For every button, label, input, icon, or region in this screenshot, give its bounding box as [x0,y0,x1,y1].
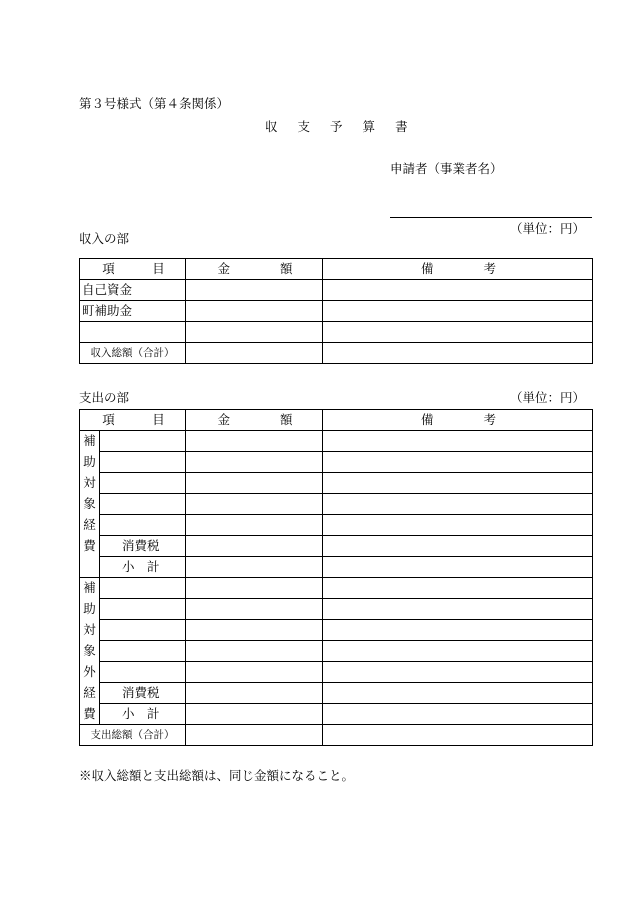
remarks-cell[interactable] [323,431,593,452]
income-total-label: 収入総額（合計） [80,343,186,364]
income-total-row [80,343,593,364]
header-amount: 金 額 [186,259,323,280]
eligible-label-char: 経 [80,515,100,536]
footnote: ※収入総額と支出総額は、同じ金額になること。 [79,768,355,783]
ineligible-label-char: 助 [80,599,100,620]
amount-cell[interactable] [186,301,323,322]
amount-cell[interactable] [186,599,323,620]
remarks-cell[interactable] [323,599,593,620]
remarks-cell[interactable] [323,473,593,494]
remarks-cell[interactable] [323,578,593,599]
title-char: 書 [395,119,408,134]
item-cell[interactable] [100,452,186,473]
amount-cell[interactable] [186,515,323,536]
table-row [80,280,593,301]
header-remarks: 備 考 [323,259,593,280]
applicant-signature-line[interactable] [390,217,592,218]
ineligible-label-char: 費 [80,704,100,725]
amount-cell[interactable] [186,557,323,578]
table-row [80,662,593,683]
table-row [80,301,593,322]
amount-cell[interactable] [186,620,323,641]
remarks-cell[interactable] [323,704,593,725]
amount-cell[interactable] [186,725,323,746]
amount-cell[interactable] [186,704,323,725]
table-row [80,494,593,515]
item-cell[interactable] [100,641,186,662]
remarks-cell[interactable] [323,452,593,473]
header-amount: 金 額 [186,410,323,431]
amount-cell[interactable] [186,431,323,452]
item-cell[interactable] [100,431,186,452]
table-row [80,557,593,578]
table-row [80,620,593,641]
eligible-label-char: 費 [80,536,100,557]
remarks-cell[interactable] [323,280,593,301]
eligible-label-char [80,557,100,578]
item-cell[interactable] [100,473,186,494]
table-row [80,578,593,599]
header-item: 項 目 [80,410,186,431]
title-char: 予 [330,119,343,134]
expense-heading: 支出の部 [79,390,130,405]
income-item-own-funds: 自己資金 [80,280,186,301]
remarks-cell[interactable] [323,557,593,578]
amount-cell[interactable] [186,452,323,473]
item-cell[interactable] [100,578,186,599]
ineligible-tax-label: 消費税 [100,683,186,704]
title-char: 算 [362,119,376,134]
eligible-label-char: 補 [80,431,100,452]
remarks-cell[interactable] [323,725,593,746]
item-cell[interactable] [100,494,186,515]
eligible-subtotal-label: 小 計 [100,557,186,578]
amount-cell[interactable] [186,578,323,599]
expense-table [79,409,593,746]
income-item-town-subsidy: 町補助金 [80,301,186,322]
title-char: 収 [265,119,278,134]
remarks-cell[interactable] [323,343,593,364]
income-item-blank[interactable] [80,322,186,343]
amount-cell[interactable] [186,641,323,662]
amount-cell[interactable] [186,683,323,704]
remarks-cell[interactable] [323,641,593,662]
title-char: 支 [297,119,311,134]
table-row [80,704,593,725]
table-row [80,431,593,452]
header-item: 項 目 [80,259,186,280]
amount-cell[interactable] [186,473,323,494]
income-unit-label: （単位：円） [509,221,585,236]
item-cell[interactable] [100,599,186,620]
ineligible-subtotal-label: 小 計 [100,704,186,725]
eligible-label-char: 象 [80,494,100,515]
remarks-cell[interactable] [323,683,593,704]
amount-cell[interactable] [186,536,323,557]
income-header-row [80,259,593,280]
table-row [80,515,593,536]
table-row [80,536,593,557]
eligible-label-char: 助 [80,452,100,473]
expense-total-row [80,725,593,746]
table-row [80,641,593,662]
remarks-cell[interactable] [323,494,593,515]
table-row [80,473,593,494]
amount-cell[interactable] [186,494,323,515]
table-row [80,322,593,343]
remarks-cell[interactable] [323,536,593,557]
expense-total-label: 支出総額（合計） [80,725,186,746]
remarks-cell[interactable] [323,301,593,322]
item-cell[interactable] [100,662,186,683]
ineligible-label-char: 補 [80,578,100,599]
form-number: 第３号様式（第４条関係） [79,96,230,111]
table-row [80,599,593,620]
amount-cell[interactable] [186,280,323,301]
eligible-tax-label: 消費税 [100,536,186,557]
remarks-cell[interactable] [323,662,593,683]
ineligible-label-char: 象 [80,641,100,662]
amount-cell[interactable] [186,343,323,364]
applicant-label: 申請者（事業者名） [390,161,503,176]
header-remarks: 備 考 [323,410,593,431]
remarks-cell[interactable] [323,620,593,641]
item-cell[interactable] [100,620,186,641]
remarks-cell[interactable] [323,515,593,536]
eligible-label-char: 対 [80,473,100,494]
item-cell[interactable] [100,515,186,536]
amount-cell[interactable] [186,322,323,343]
amount-cell[interactable] [186,662,323,683]
income-heading: 収入の部 [79,231,130,246]
ineligible-label-char: 経 [80,683,100,704]
income-table [79,258,593,364]
ineligible-label-char: 対 [80,620,100,641]
remarks-cell[interactable] [323,322,593,343]
expense-unit-label: （単位：円） [509,390,585,405]
table-row [80,452,593,473]
table-row [80,683,593,704]
document-title [265,121,408,134]
expense-header-row [80,410,593,431]
ineligible-label-char: 外 [80,662,100,683]
